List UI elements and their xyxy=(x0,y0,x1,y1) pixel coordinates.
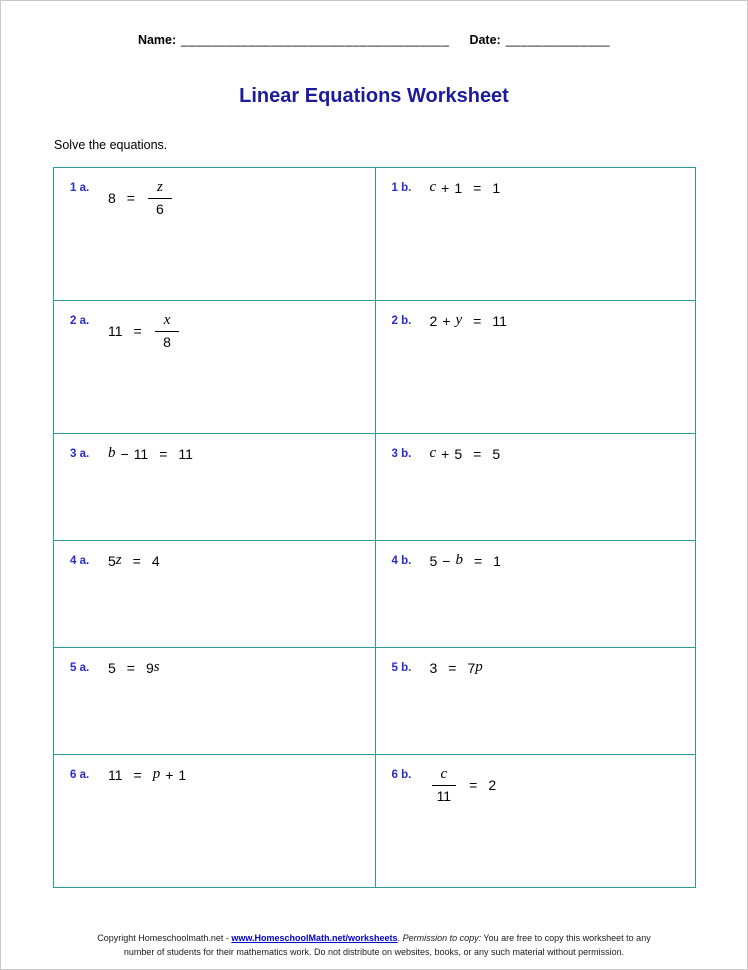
variable: p xyxy=(475,659,483,675)
operator: + xyxy=(442,312,451,329)
problems-table xyxy=(53,167,696,888)
operator: − xyxy=(442,552,451,569)
equals-sign: = xyxy=(473,445,482,462)
number: 11 xyxy=(492,312,507,329)
problem-label: 2 b. xyxy=(391,315,412,327)
fraction-numerator: c xyxy=(432,766,457,786)
problem-row xyxy=(54,647,695,754)
problem-cell xyxy=(375,541,696,647)
operator: + xyxy=(441,445,450,462)
equals-sign: = xyxy=(133,766,142,783)
number: 5 xyxy=(429,552,438,569)
equals-sign: = xyxy=(448,659,457,676)
variable: c xyxy=(429,445,437,461)
equation xyxy=(108,312,181,350)
problem-row xyxy=(54,754,695,887)
variable: p xyxy=(152,766,161,782)
number: 2 xyxy=(429,312,438,329)
problem-cell xyxy=(375,434,696,540)
fraction-denominator: 6 xyxy=(156,201,164,218)
fraction xyxy=(155,312,180,350)
problem-row xyxy=(54,433,695,540)
problem-cell xyxy=(375,168,696,300)
equation xyxy=(430,179,501,196)
equals-sign: = xyxy=(473,552,483,569)
fraction-numerator: x xyxy=(155,312,180,332)
problem-label: 2 a. xyxy=(70,315,90,327)
number: 1 xyxy=(493,552,501,569)
number: 11 xyxy=(108,766,123,783)
variable: z xyxy=(115,552,122,568)
permission-label: Permission to copy: xyxy=(402,933,482,943)
number: 1 xyxy=(454,179,463,196)
number: 7 xyxy=(467,659,476,676)
equation xyxy=(108,552,160,569)
variable: c xyxy=(429,179,437,195)
fraction-denominator: 8 xyxy=(163,334,171,351)
problem-row xyxy=(54,168,695,300)
problem-label: 6 b. xyxy=(391,769,412,781)
problem-label: 3 a. xyxy=(70,448,90,460)
equation xyxy=(108,179,174,217)
problem-cell xyxy=(54,648,375,754)
name-label: Name: xyxy=(137,33,177,47)
number: 5 xyxy=(454,445,463,462)
variable: y xyxy=(455,312,463,328)
instruction-text: Solve the equations. xyxy=(54,138,168,152)
equation xyxy=(108,766,186,783)
equals-sign: = xyxy=(159,445,168,462)
equals-sign: = xyxy=(133,323,142,340)
problem-cell xyxy=(375,755,696,887)
equation xyxy=(430,312,507,329)
equation xyxy=(430,659,483,676)
problem-label: 5 b. xyxy=(391,662,412,674)
problem-cell xyxy=(54,168,375,300)
number: 5 xyxy=(492,445,501,462)
problem-cell xyxy=(375,301,696,433)
number: 2 xyxy=(488,777,497,794)
equation xyxy=(108,445,193,462)
equals-sign: = xyxy=(469,777,478,794)
problem-cell xyxy=(54,541,375,647)
number: 9 xyxy=(145,659,154,676)
problem-cell xyxy=(54,434,375,540)
operator: + xyxy=(165,766,174,783)
variable: b xyxy=(455,552,463,568)
problem-cell xyxy=(375,648,696,754)
variable: s xyxy=(153,659,160,675)
equation xyxy=(430,766,497,804)
number: 1 xyxy=(492,179,501,196)
operator: − xyxy=(120,445,129,462)
problem-label: 1 a. xyxy=(70,182,90,194)
number: 3 xyxy=(429,659,438,676)
copyright-text: Copyright Homeschoolmath.net - xyxy=(97,933,232,943)
footer-separator: . xyxy=(397,933,403,943)
name-blank-line: ____________________________________ xyxy=(181,33,450,47)
name-date-header xyxy=(1,1,747,47)
page-title: Linear Equations Worksheet xyxy=(239,85,509,107)
worksheets-link[interactable]: www.HomeschoolMath.net/worksheets xyxy=(231,933,398,943)
equals-sign: = xyxy=(126,190,135,207)
number: 5 xyxy=(108,552,116,569)
equals-sign: = xyxy=(473,179,482,196)
equals-sign: = xyxy=(473,312,482,329)
equation xyxy=(430,552,501,569)
fraction xyxy=(432,766,457,804)
number: 11 xyxy=(108,323,123,340)
problem-label: 4 b. xyxy=(391,555,412,567)
number: 1 xyxy=(178,766,187,783)
date-label: Date: xyxy=(469,33,501,47)
problem-label: 3 b. xyxy=(391,448,412,460)
problem-label: 6 a. xyxy=(70,769,90,781)
problem-label: 1 b. xyxy=(391,182,412,194)
number: 11 xyxy=(133,445,149,462)
problem-label: 5 a. xyxy=(70,662,90,674)
equals-sign: = xyxy=(126,659,135,676)
number: 4 xyxy=(151,552,160,569)
fraction xyxy=(148,179,172,217)
operator: + xyxy=(441,179,450,196)
equation xyxy=(430,445,501,462)
number: 11 xyxy=(178,445,193,462)
permission-text: You are free to copy this worksheet to any number of students for their mathematics work. Do not distribute on websites, books, or any such material without permission. xyxy=(123,933,651,957)
fraction-denominator: 11 xyxy=(436,788,452,805)
variable: b xyxy=(108,445,116,461)
problem-label: 4 a. xyxy=(70,555,90,567)
problem-cell xyxy=(54,755,375,887)
problem-row xyxy=(54,540,695,647)
equation xyxy=(108,659,160,676)
problem-row xyxy=(54,300,695,433)
problem-cell xyxy=(54,301,375,433)
fraction-numerator: z xyxy=(148,179,172,199)
number: 5 xyxy=(108,659,116,676)
equals-sign: = xyxy=(132,552,141,569)
footer xyxy=(1,932,747,959)
number: 8 xyxy=(108,190,116,207)
date-blank-line: ______________ xyxy=(505,33,611,47)
